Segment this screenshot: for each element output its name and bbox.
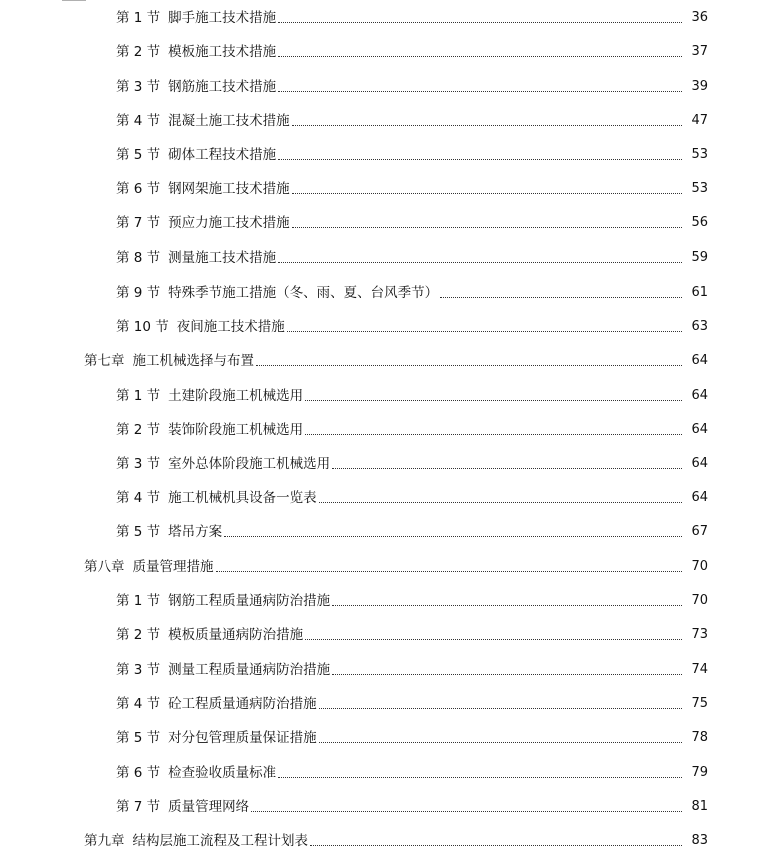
toc-entry-page: 61: [691, 285, 708, 300]
toc-leader-dots: [292, 192, 682, 194]
toc-chapter-entry[interactable]: [0, 830, 780, 850]
toc-entry-number: 第 8 节: [116, 250, 161, 266]
toc-entry[interactable]: [0, 693, 780, 713]
toc-entry-number: 第 1 节: [116, 10, 161, 26]
toc-leader-dots: [216, 570, 683, 572]
toc-entry-title: 对分包管理质量保证措施: [168, 730, 317, 746]
toc-entry[interactable]: [0, 419, 780, 439]
toc-entry-number: 第 3 节: [116, 79, 161, 95]
toc-leader-dots: [278, 90, 682, 92]
toc-entry-number: 第九章: [84, 833, 125, 849]
toc-entry-title: 施工机械机具设备一览表: [168, 490, 317, 506]
toc-leader-dots: [224, 535, 682, 537]
toc-entry-number: 第 4 节: [116, 113, 161, 129]
toc-entry-page: 64: [691, 490, 708, 505]
toc-entry[interactable]: [0, 110, 780, 130]
toc-leader-dots: [305, 433, 682, 435]
toc-entry-page: 70: [691, 593, 708, 608]
toc-entry[interactable]: [0, 385, 780, 405]
toc-entry[interactable]: [0, 590, 780, 610]
toc-entry-number: 第 2 节: [116, 422, 161, 438]
toc-leader-dots: [305, 638, 682, 640]
toc-entry-title: 夜间施工技术措施: [176, 319, 285, 335]
toc-entry-page: 53: [691, 181, 708, 196]
toc-entry-page: 63: [691, 319, 708, 334]
toc-entry[interactable]: [0, 76, 780, 96]
toc-entry-title: 砌体工程技术措施: [168, 147, 277, 163]
toc-entry-page: 79: [691, 765, 708, 780]
toc-leader-dots: [256, 364, 682, 366]
toc-entry[interactable]: [0, 7, 780, 27]
toc-entry-page: 75: [691, 696, 708, 711]
toc-entry-number: 第 10 节: [116, 319, 169, 335]
toc-leader-dots: [332, 604, 682, 606]
toc-entry-title: 特殊季节施工措施（冬、雨、夏、台风季节）: [168, 285, 439, 301]
toc-entry-title: 质量管理措施: [132, 559, 214, 575]
toc-leader-dots: [319, 501, 682, 503]
toc-entry[interactable]: [0, 41, 780, 61]
toc-entry-page: 70: [691, 559, 708, 574]
toc-entry-number: 第 5 节: [116, 147, 161, 163]
toc-leader-dots: [319, 741, 682, 743]
toc-entry-title: 脚手施工技术措施: [168, 10, 277, 26]
toc-leader-dots: [251, 810, 682, 812]
toc-chapter-entry[interactable]: [0, 350, 780, 370]
toc-entry-number: 第 5 节: [116, 730, 161, 746]
toc-entry[interactable]: [0, 453, 780, 473]
toc-entry-number: 第八章: [84, 559, 125, 575]
toc-entry[interactable]: [0, 282, 780, 302]
toc-leader-dots: [292, 226, 682, 228]
toc-entry-title: 土建阶段施工机械选用: [168, 388, 304, 404]
toc-entry-number: 第 3 节: [116, 662, 161, 678]
toc-entry-page: 47: [691, 113, 708, 128]
toc-entry-title: 测量工程质量通病防治措施: [168, 662, 331, 678]
toc-leader-dots: [332, 467, 682, 469]
toc-entry-number: 第 2 节: [116, 44, 161, 60]
toc-entry-number: 第 2 节: [116, 627, 161, 643]
toc-entry-title: 装饰阶段施工机械选用: [168, 422, 304, 438]
toc-entry[interactable]: [0, 762, 780, 782]
toc-entry-number: 第 6 节: [116, 765, 161, 781]
toc-entry-title: 塔吊方案: [168, 524, 223, 540]
toc-entry[interactable]: [0, 521, 780, 541]
toc-entry-page: 73: [691, 627, 708, 642]
toc-entry[interactable]: [0, 727, 780, 747]
toc-leader-dots: [278, 261, 682, 263]
toc-entry-title: 钢筋施工技术措施: [168, 79, 277, 95]
toc-entry-page: 67: [691, 524, 708, 539]
toc-entry-page: 74: [691, 662, 708, 677]
toc-entry[interactable]: [0, 624, 780, 644]
toc-entry-page: 64: [691, 388, 708, 403]
toc-entry[interactable]: [0, 659, 780, 679]
toc-entry[interactable]: [0, 212, 780, 232]
toc-chapter-entry[interactable]: [0, 556, 780, 576]
toc-entry-title: 施工机械选择与布置: [132, 353, 254, 369]
toc-entry-page: 81: [691, 799, 708, 814]
toc-entry-number: 第七章: [84, 353, 125, 369]
toc-entry[interactable]: [0, 178, 780, 198]
toc-leader-dots: [278, 21, 682, 23]
toc-entry-page: 59: [691, 250, 708, 265]
toc-entry-page: 37: [691, 44, 708, 59]
toc-entry-page: 64: [691, 456, 708, 471]
toc-entry-number: 第 9 节: [116, 285, 161, 301]
toc-entry-page: 56: [691, 215, 708, 230]
toc-entry-title: 室外总体阶段施工机械选用: [168, 456, 331, 472]
toc-entry[interactable]: [0, 247, 780, 267]
toc-leader-dots: [319, 707, 682, 709]
toc-entry-number: 第 1 节: [116, 593, 161, 609]
toc-leader-dots: [440, 296, 682, 298]
toc-entry-title: 钢筋工程质量通病防治措施: [168, 593, 331, 609]
toc-leader-dots: [278, 776, 682, 778]
toc-entry-page: 64: [691, 353, 708, 368]
toc-entry-title: 钢网架施工技术措施: [168, 181, 290, 197]
toc-entry-page: 36: [691, 10, 708, 25]
toc-entry-page: 39: [691, 79, 708, 94]
toc-entry-title: 检查验收质量标准: [168, 765, 277, 781]
toc-entry-number: 第 4 节: [116, 696, 161, 712]
toc-leader-dots: [278, 158, 682, 160]
toc-entry-number: 第 7 节: [116, 215, 161, 231]
toc-entry-page: 53: [691, 147, 708, 162]
toc-entry-number: 第 4 节: [116, 490, 161, 506]
toc-leader-dots: [305, 399, 682, 401]
toc-entry-page: 83: [691, 833, 708, 848]
toc-entry-page: 78: [691, 730, 708, 745]
toc-leader-dots: [310, 844, 682, 846]
toc-entry-number: 第 5 节: [116, 524, 161, 540]
toc-entry-title: 质量管理网络: [168, 799, 250, 815]
toc-entry-title: 混凝土施工技术措施: [168, 113, 290, 129]
toc-entry[interactable]: [0, 316, 780, 336]
toc-leader-dots: [292, 124, 682, 126]
toc-entry-title: 测量施工技术措施: [168, 250, 277, 266]
toc-entry-number: 第 7 节: [116, 799, 161, 815]
toc-entry-number: 第 1 节: [116, 388, 161, 404]
toc-leader-dots: [287, 330, 682, 332]
toc-entry-number: 第 6 节: [116, 181, 161, 197]
toc-entry-title: 砼工程质量通病防治措施: [168, 696, 317, 712]
toc-entry[interactable]: [0, 487, 780, 507]
toc-entry[interactable]: [0, 144, 780, 164]
page-top-rule: [62, 0, 86, 1]
toc-leader-dots: [332, 673, 682, 675]
toc-leader-dots: [278, 55, 682, 57]
toc-entry-title: 结构层施工流程及工程计划表: [132, 833, 308, 849]
toc-entry[interactable]: [0, 796, 780, 816]
toc-entry-page: 64: [691, 422, 708, 437]
toc-entry-title: 预应力施工技术措施: [168, 215, 290, 231]
toc-entry-title: 模板施工技术措施: [168, 44, 277, 60]
toc-entry-number: 第 3 节: [116, 456, 161, 472]
toc-entry-title: 模板质量通病防治措施: [168, 627, 304, 643]
